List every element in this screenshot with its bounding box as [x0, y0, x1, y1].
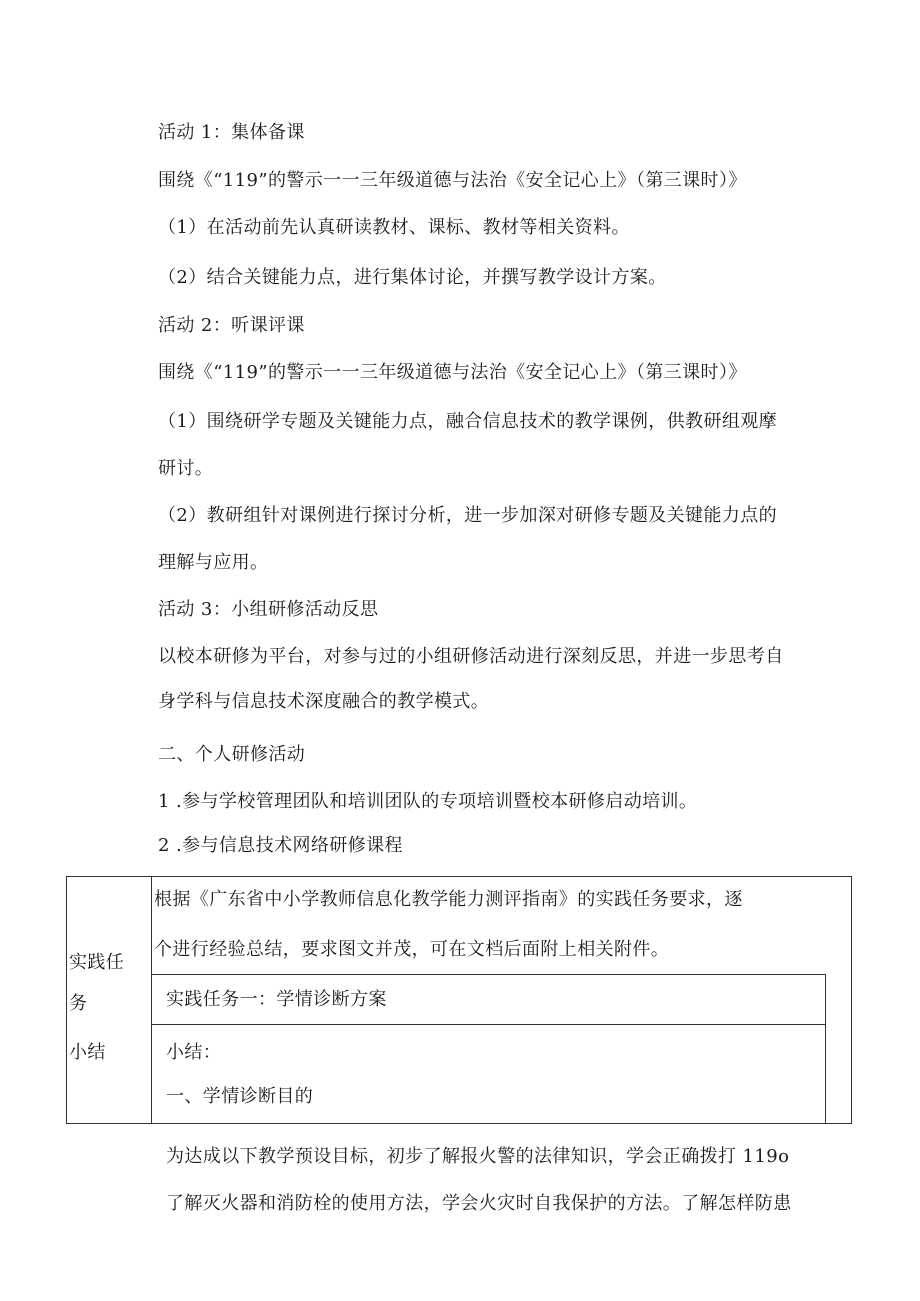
activity2-title: 活动 2：听课评课: [158, 315, 305, 336]
task-title: 实践任务一：学情诊断方案: [166, 989, 387, 1010]
activity1-item1: （1）在活动前先认真研读教材、课标、教材等相关资料。: [158, 217, 630, 238]
activity2-item1-line2: 研讨。: [158, 458, 214, 479]
table-row-divider: [151, 1024, 826, 1025]
table-left-label-line2: 务: [69, 993, 88, 1014]
table-left-label-line1: 实践任: [69, 952, 125, 973]
activity1-topic: 围绕《“119”的警示一一三年级道德与法治《安全记心上》（第三课时）》: [158, 170, 747, 191]
goal-text-line1: 为达成以下教学预设目标，初步了解报火警的法律知识，学会正确拨打 119o: [166, 1146, 790, 1167]
table-description-line2: 个进行经验总结，要求图文并茂，可在文档后面附上相关附件。: [154, 939, 670, 960]
activity3-text-line2: 身学科与信息技术深度融合的教学模式。: [158, 691, 490, 712]
activity1-title: 活动 1：集体备课: [158, 122, 305, 143]
section2-item1: 1 .参与学校管理团队和培训团队的专项培训暨校本研修启动培训。: [158, 791, 698, 812]
activity2-topic: 围绕《“119”的警示一一三年级道德与法治《安全记心上》（第三课时）》: [158, 362, 747, 383]
activity2-item1-line1: （1）围绕研学专题及关键能力点，融合信息技术的教学课例，供教研组观摩: [158, 411, 778, 432]
section2-item2: 2 .参与信息技术网络研修课程: [158, 835, 403, 856]
activity3-text-line1: 以校本研修为平台，对参与过的小组研修活动进行深刻反思，并进一步思考自: [158, 646, 784, 667]
activity2-item2-line1: （2）教研组针对课例进行探讨分析，进一步加深对研修专题及关键能力点的: [158, 505, 778, 526]
activity2-item2-line2: 理解与应用。: [158, 552, 269, 573]
section2-heading: 二、个人研修活动: [158, 744, 306, 765]
activity3-title: 活动 3：小组研修活动反思: [158, 599, 379, 620]
summary-label: 小结：: [166, 1042, 222, 1063]
table-left-label-line3: 小结: [69, 1042, 106, 1063]
activity1-item2: （2）结合关键能力点，进行集体讨论，并撰写教学设计方案。: [158, 267, 667, 288]
table-description-line1: 根据《广东省中小学教师信息化教学能力测评指南》的实践任务要求，逐: [154, 889, 743, 910]
goal-text-line2: 了解灭火器和消防栓的使用方法，学会火灾时自我保护的方法。了解怎样防患: [166, 1193, 792, 1214]
summary-heading: 一、学情诊断目的: [166, 1086, 314, 1107]
